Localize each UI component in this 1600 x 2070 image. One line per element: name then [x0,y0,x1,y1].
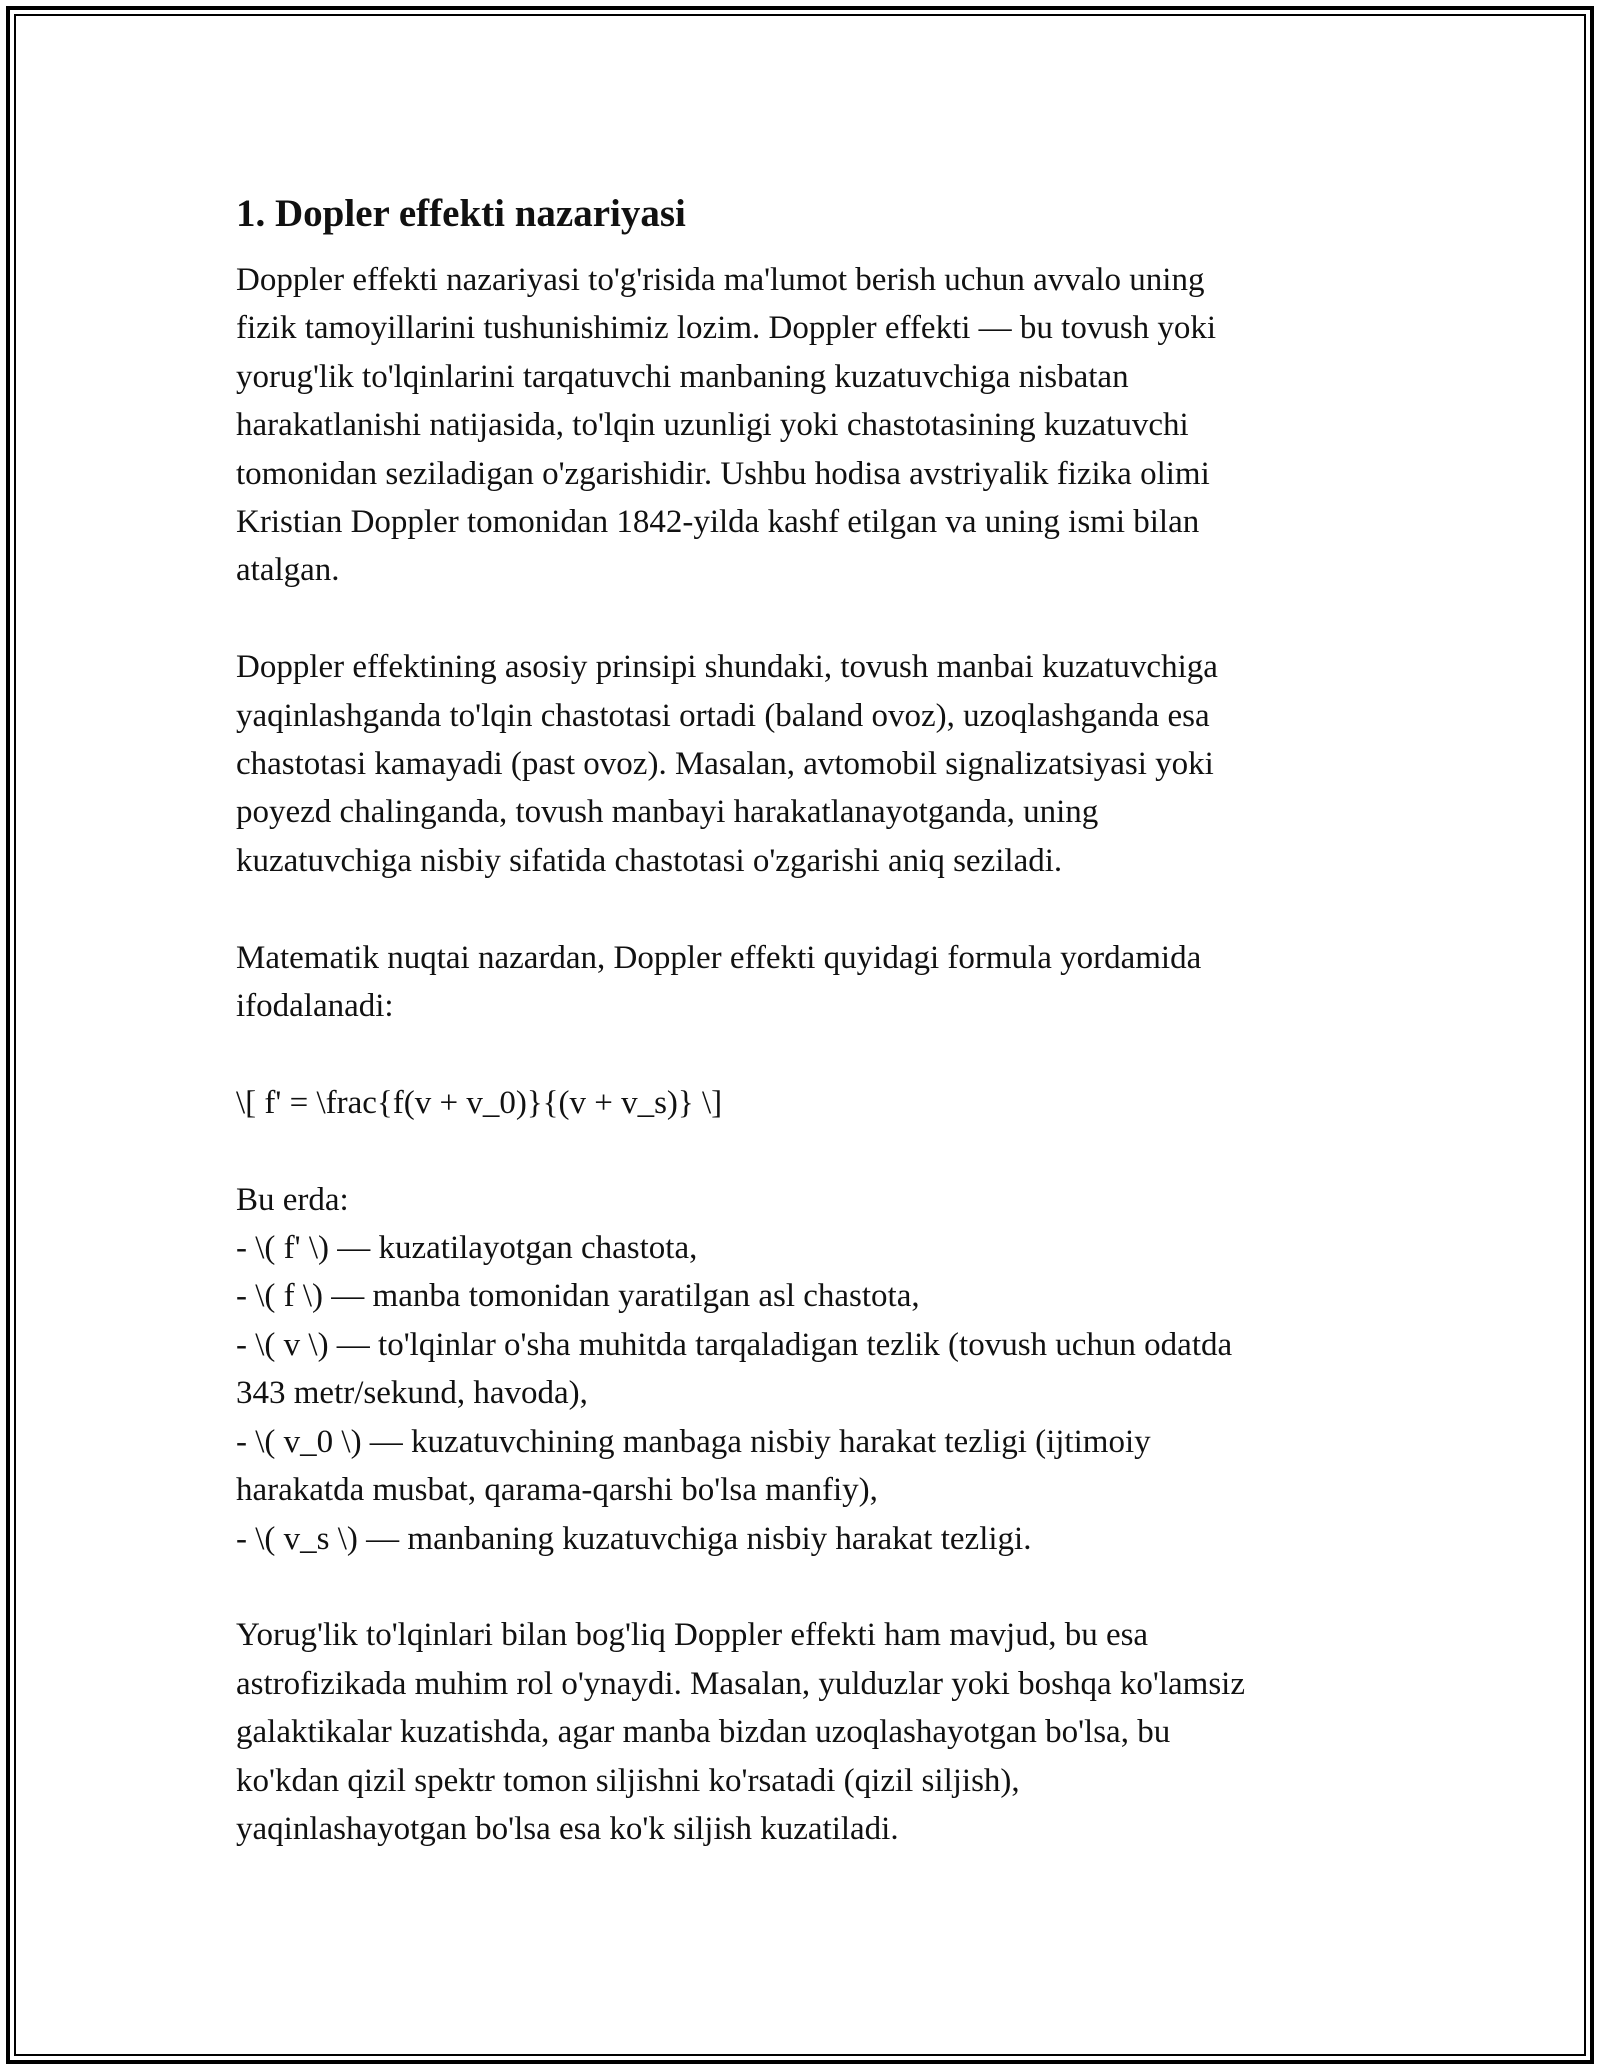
paragraph-gap [236,595,1366,643]
document-body [236,188,1366,1853]
paragraph-math-intro: Matematik nuqtai nazardan, Doppler effekti quyidagi formula yordamida ifodalanadi: [236,939,1202,1025]
paragraph-principle: Doppler effektining asosiy prinsipi shundaki, tovush manbai kuzatuvchiga yaqinlashganda to'lqin chastotasi ortadi (baland ovoz), uzoqlashganda esa chastotasi kamayadi (past ovoz). Masalan, avtomobil signalizatsiyasi yoki poyezd chalinganda, tovush manbayi harakatlanayotganda, uning kuzatuvchiga nisbiy sifatida chastotasi o'zgarishi aniq seziladi. [236,649,1218,879]
paragraph-intro: Doppler effekti nazariyasi to'g'risida ma'lumot berish uchun avvalo uning fizik tamoyillarini tushunishimiz lozim. Doppler effekti — bu tovush yoki yorug'lik to'lqinlarini tarqatuvchi manbaning kuzatuvchiga nisbatan harakatlanishi natijasida, to'lqin uzunligi yoki chastotasining kuzatuvchi tomonidan seziladigan o'zgarishidir. Ushbu hodisa avstriyalik fizika olimi Kristian Doppler tomonidan 1842-yilda kashf etilgan va uning ismi bilan atalgan. [236,262,1217,589]
paragraph-gap [236,1030,1366,1078]
paragraph-gap [236,1563,1366,1611]
section-heading: 1. Dopler effekti nazariyasi [236,192,686,235]
variable-definitions: Bu erda: - \( f' \) — kuzatilayotgan chastota, - \( f \) — manba tomonidan yaratilgan asl chastota, - \( v \) — to'lqinlar o'sha muhitda tarqaladigan tezlik (tovush uchun odatda 343 metr/sekund, havoda), - \( v_0 \) — kuzatuvchining manbaga nisbiy harakat tezligi (ijtimoiy harakatda musbat, qarama-qarshi bo'lsa manfiy), - \( v_s \) — manbaning kuzatuvchiga nisbiy harakat tezligi. [236,1181,1233,1557]
paragraph-light: Yorug'lik to'lqinlari bilan bog'liq Doppler effekti ham mavjud, bu esa astrofizikada muhim rol o'ynaydi. Masalan, yulduzlar yoki boshqa ko'lamsiz galaktikalar kuzatishda, agar manba bizdan uzoqlashayotgan bo'lsa, bu ko'kdan qizil spektr tomon siljishni ko'rsatadi (qizil siljish), yaqinlashayotgan bo'lsa esa ko'k siljish kuzatiladi. [236,1617,1245,1847]
formula: \[ f' = \frac{f(v + v_0)}{(v + v_s)} \] [236,1084,723,1121]
paragraph-gap [236,1127,1366,1175]
paragraph-gap [236,885,1366,933]
